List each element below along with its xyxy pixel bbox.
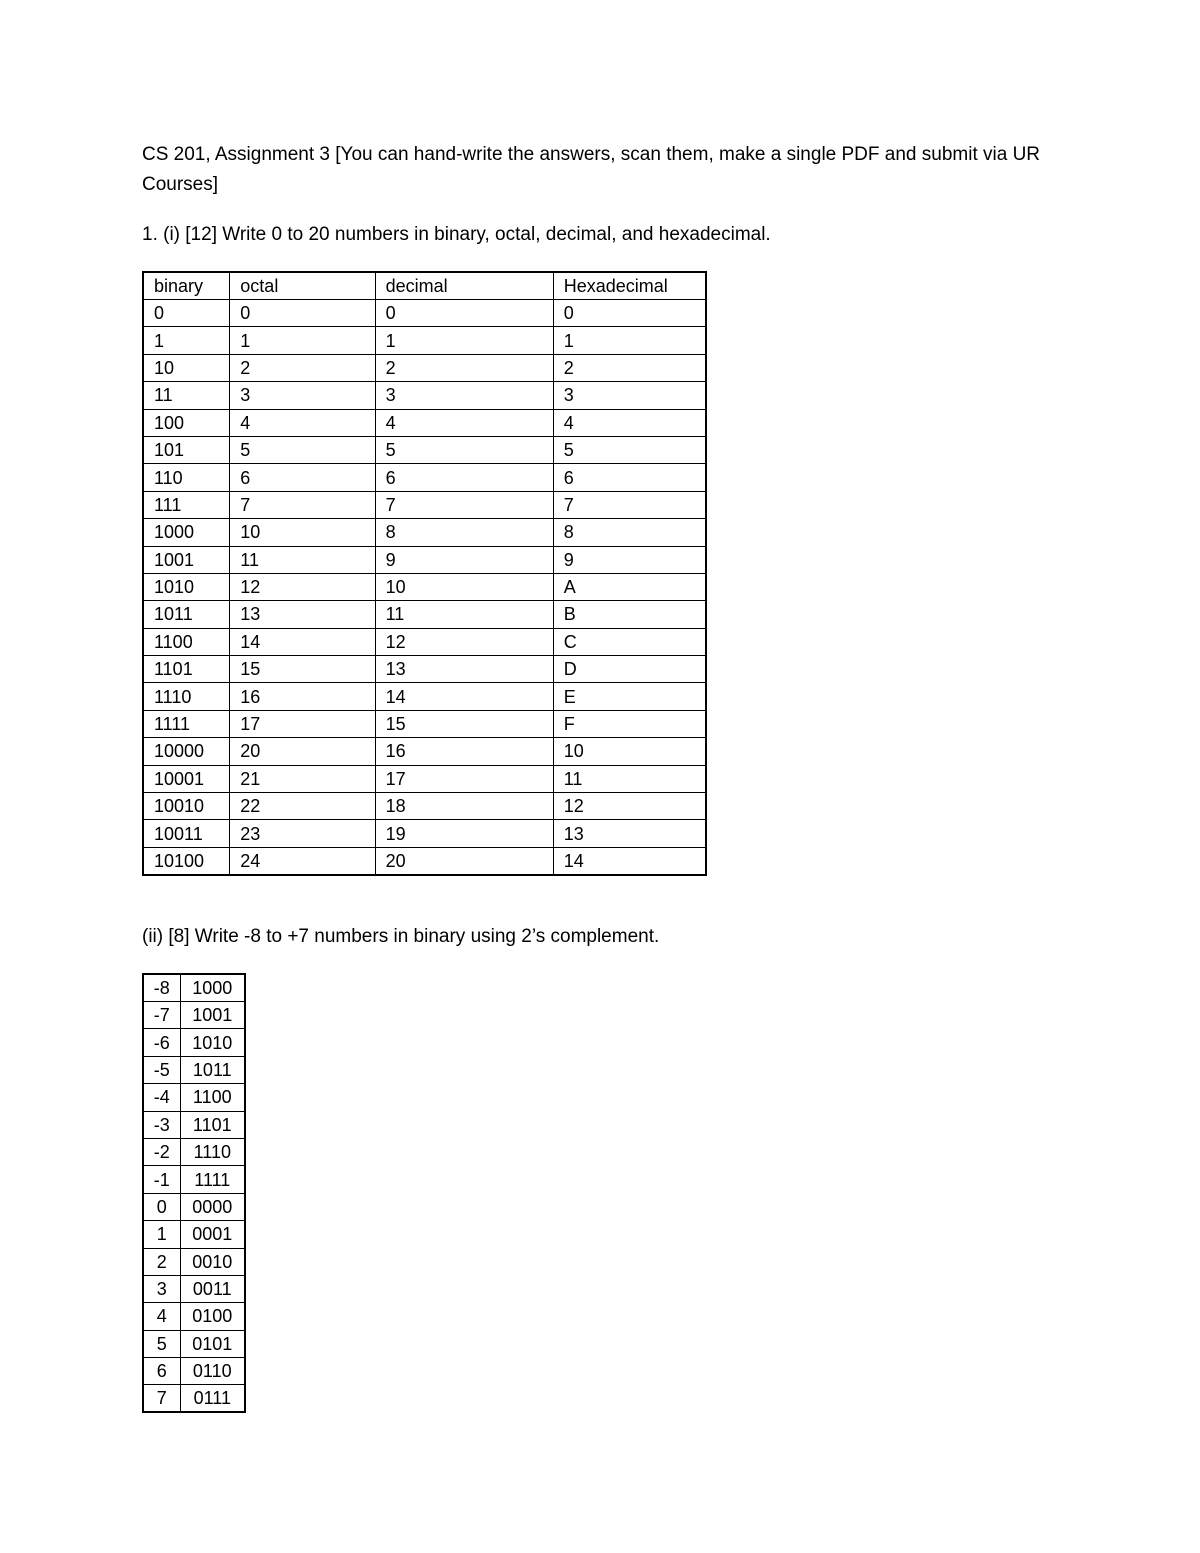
table-cell: 17 [375, 765, 553, 792]
table-row [143, 601, 706, 628]
table-cell: A [553, 573, 706, 600]
number-conversion-table [142, 271, 707, 876]
table-cell: 1110 [180, 1138, 245, 1165]
table-row [143, 464, 706, 491]
table-cell: 1110 [143, 683, 230, 710]
table-cell: 2 [553, 354, 706, 381]
table-cell: 7 [230, 491, 375, 518]
table-cell: 1010 [180, 1029, 245, 1056]
table-row [143, 382, 706, 409]
table-row [143, 656, 706, 683]
table-cell: -5 [143, 1056, 180, 1083]
column-header: octal [230, 272, 375, 300]
question-2-prompt: (ii) [8] Write -8 to +7 numbers in binary using 2’s complement. [142, 926, 660, 947]
table-row [143, 1111, 245, 1138]
table-cell: 10000 [143, 738, 230, 765]
column-header: Hexadecimal [553, 272, 706, 300]
table-cell: 1111 [180, 1166, 245, 1193]
table-row [143, 765, 706, 792]
table-row [143, 1248, 245, 1275]
table-row [143, 710, 706, 737]
table-cell: 0111 [180, 1385, 245, 1413]
table-cell: 2 [143, 1248, 180, 1275]
table-cell: 0100 [180, 1303, 245, 1330]
table-cell: 8 [375, 519, 553, 546]
table-row [143, 1303, 245, 1330]
table-cell: 1101 [180, 1111, 245, 1138]
table-cell: 4 [230, 409, 375, 436]
table-cell: 1100 [143, 628, 230, 655]
table-row [143, 1138, 245, 1165]
table-cell: C [553, 628, 706, 655]
table-cell: 10 [375, 573, 553, 600]
table-cell: -8 [143, 974, 180, 1002]
table-cell: 0011 [180, 1275, 245, 1302]
table-cell: 10001 [143, 765, 230, 792]
table-row [143, 1221, 245, 1248]
table-cell: -3 [143, 1111, 180, 1138]
table-cell: 1100 [180, 1084, 245, 1111]
table-cell: 12 [230, 573, 375, 600]
table-cell: 7 [143, 1385, 180, 1413]
table-cell: 11 [230, 546, 375, 573]
table-cell: 0001 [180, 1221, 245, 1248]
table-cell: 17 [230, 710, 375, 737]
table-cell: 8 [553, 519, 706, 546]
table-cell: 7 [375, 491, 553, 518]
table-row [143, 491, 706, 518]
table-cell: 0101 [180, 1330, 245, 1357]
table-cell: 20 [230, 738, 375, 765]
table-row [143, 327, 706, 354]
table-cell: 5 [553, 436, 706, 463]
table-cell: 1000 [180, 974, 245, 1002]
table-row [143, 519, 706, 546]
table-cell: 0 [375, 300, 553, 327]
table-cell: 1 [553, 327, 706, 354]
question-1-prompt: 1. (i) [12] Write 0 to 20 numbers in binary, octal, decimal, and hexadecimal. [142, 224, 771, 245]
table-cell: 1 [143, 1221, 180, 1248]
table-cell: 6 [553, 464, 706, 491]
table-cell: 22 [230, 793, 375, 820]
table-cell: 1011 [180, 1056, 245, 1083]
table-cell: 0000 [180, 1193, 245, 1220]
table-cell: -4 [143, 1084, 180, 1111]
table-row [143, 738, 706, 765]
table-cell: 21 [230, 765, 375, 792]
table-cell: -2 [143, 1138, 180, 1165]
assignment-title-continued: Courses] [142, 174, 219, 195]
table-cell: 5 [375, 436, 553, 463]
table-cell: 10011 [143, 820, 230, 847]
table-cell: 0 [553, 300, 706, 327]
table-cell: -1 [143, 1166, 180, 1193]
table-cell: 15 [230, 656, 375, 683]
table-cell: 111 [143, 491, 230, 518]
table-row [143, 683, 706, 710]
table-cell: 6 [375, 464, 553, 491]
table-cell: 110 [143, 464, 230, 491]
table-row [143, 847, 706, 875]
table-row [143, 300, 706, 327]
table-cell: 14 [230, 628, 375, 655]
table-cell: 0110 [180, 1358, 245, 1385]
table-row [143, 1275, 245, 1302]
table-row [143, 573, 706, 600]
table-cell: 16 [230, 683, 375, 710]
table-row [143, 793, 706, 820]
table-cell: 100 [143, 409, 230, 436]
table-row [143, 820, 706, 847]
table-cell: 24 [230, 847, 375, 875]
table-cell: 16 [375, 738, 553, 765]
table-row [143, 628, 706, 655]
table-cell: 15 [375, 710, 553, 737]
table-cell: 12 [375, 628, 553, 655]
twos-complement-table [142, 973, 246, 1413]
table-cell: 10100 [143, 847, 230, 875]
table-cell: 14 [553, 847, 706, 875]
table-cell: 11 [553, 765, 706, 792]
table-cell: 6 [230, 464, 375, 491]
table-row [143, 1358, 245, 1385]
table-row [143, 1166, 245, 1193]
table-cell: F [553, 710, 706, 737]
table-cell: 0 [143, 300, 230, 327]
table-cell: 5 [143, 1330, 180, 1357]
assignment-title: CS 201, Assignment 3 [You can hand-write the answers, scan them, make a single PDF and submit via UR [142, 144, 1041, 165]
table-cell: 11 [143, 382, 230, 409]
table-cell: E [553, 683, 706, 710]
table-cell: -7 [143, 1002, 180, 1029]
table-header-row [143, 272, 706, 300]
table-cell: 19 [375, 820, 553, 847]
table-row [143, 354, 706, 381]
table-cell: 10 [553, 738, 706, 765]
table-cell: 1001 [143, 546, 230, 573]
table-cell: 4 [553, 409, 706, 436]
table-row [143, 1029, 245, 1056]
table-cell: 1010 [143, 573, 230, 600]
table-cell: 12 [553, 793, 706, 820]
table-cell: 9 [375, 546, 553, 573]
table-cell: 1000 [143, 519, 230, 546]
table-cell: D [553, 656, 706, 683]
table-cell: 13 [553, 820, 706, 847]
table-row [143, 1193, 245, 1220]
table-cell: 0010 [180, 1248, 245, 1275]
table-row [143, 1330, 245, 1357]
table-cell: 9 [553, 546, 706, 573]
table-cell: 1 [375, 327, 553, 354]
table-cell: 10 [143, 354, 230, 381]
table-cell: 3 [143, 1275, 180, 1302]
table-cell: 1011 [143, 601, 230, 628]
table-cell: 2 [375, 354, 553, 381]
table-cell: 1 [143, 327, 230, 354]
table-cell: 13 [375, 656, 553, 683]
table-cell: 5 [230, 436, 375, 463]
table-row [143, 974, 245, 1002]
table-cell: 3 [230, 382, 375, 409]
table-row [143, 409, 706, 436]
table-row [143, 1084, 245, 1111]
table-row [143, 1056, 245, 1083]
table-cell: -6 [143, 1029, 180, 1056]
table-cell: 101 [143, 436, 230, 463]
table-cell: 3 [553, 382, 706, 409]
table-cell: 20 [375, 847, 553, 875]
table-row [143, 1002, 245, 1029]
table-cell: B [553, 601, 706, 628]
table-cell: 1111 [143, 710, 230, 737]
table-cell: 2 [230, 354, 375, 381]
table-cell: 10 [230, 519, 375, 546]
table-cell: 1101 [143, 656, 230, 683]
table-cell: 4 [375, 409, 553, 436]
table-row [143, 546, 706, 573]
table-cell: 18 [375, 793, 553, 820]
table-cell: 14 [375, 683, 553, 710]
table-cell: 6 [143, 1358, 180, 1385]
table-cell: 10010 [143, 793, 230, 820]
table-row [143, 1385, 245, 1413]
column-header: decimal [375, 272, 553, 300]
table-row [143, 436, 706, 463]
table-cell: 1 [230, 327, 375, 354]
table-cell: 0 [143, 1193, 180, 1220]
table-cell: 4 [143, 1303, 180, 1330]
table-cell: 3 [375, 382, 553, 409]
table-cell: 23 [230, 820, 375, 847]
table-cell: 1001 [180, 1002, 245, 1029]
column-header: binary [143, 272, 230, 300]
table-cell: 7 [553, 491, 706, 518]
table-cell: 11 [375, 601, 553, 628]
table-cell: 13 [230, 601, 375, 628]
table-cell: 0 [230, 300, 375, 327]
